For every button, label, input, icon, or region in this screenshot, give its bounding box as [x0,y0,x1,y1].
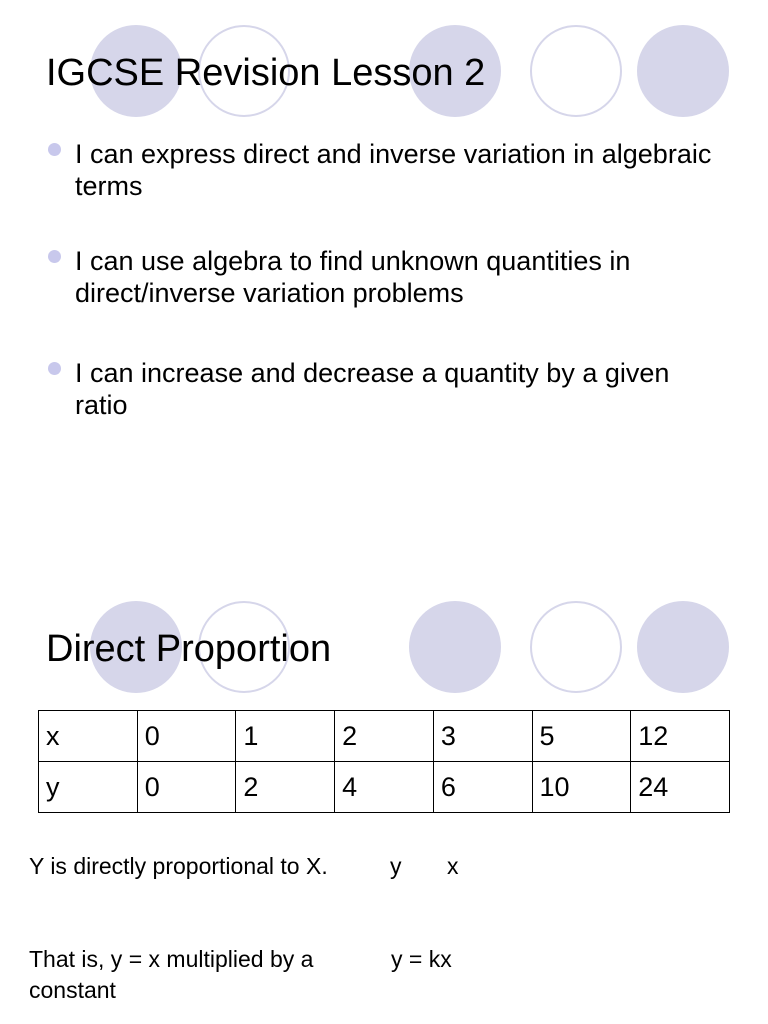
objective-text: I can increase and decrease a quantity by a given ratio [75,358,670,420]
proportion-statement: Y is directly proportional to X. [29,853,328,879]
decorative-circle-outline [530,25,622,117]
bullet-icon [48,143,61,156]
table-cell: 1 [236,711,335,762]
table-row-label: x [39,711,138,762]
objectives-list [46,138,726,421]
table-cell: 10 [532,762,631,813]
bullet-icon [48,362,61,375]
slide-2 [0,576,768,1024]
bullet-icon [48,250,61,263]
slide-title: IGCSE Revision Lesson 2 [46,52,486,94]
table-cell: 5 [532,711,631,762]
objective-item [46,357,726,421]
table-cell: 2 [335,711,434,762]
decorative-circle-filled [637,25,729,117]
relation-x: x [447,853,459,879]
objective-text: I can use algebra to find unknown quantities in direct/inverse variation problems [75,246,631,308]
objective-item [46,245,726,309]
table-row-label: y [39,762,138,813]
table-cell: 24 [631,762,730,813]
formula: y = kx [391,946,452,972]
objective-text: I can express direct and inverse variation in algebraic terms [75,139,712,201]
decorative-circle-filled [409,601,501,693]
decorative-circle-filled [637,601,729,693]
table-cell: 12 [631,711,730,762]
table-cell: 0 [137,762,236,813]
table-cell: 3 [433,711,532,762]
slide-title: Direct Proportion [46,628,332,670]
table-cell: 4 [335,762,434,813]
objective-item [46,138,726,202]
relation-y: y [390,853,402,879]
table-cell: 0 [137,711,236,762]
constant-statement: That is, y = x multiplied by a constant [29,946,314,1003]
table-row [39,711,730,762]
proportion-table [38,710,730,813]
table-cell: 6 [433,762,532,813]
table-cell: 2 [236,762,335,813]
decorative-circle-outline [530,601,622,693]
table-row [39,762,730,813]
